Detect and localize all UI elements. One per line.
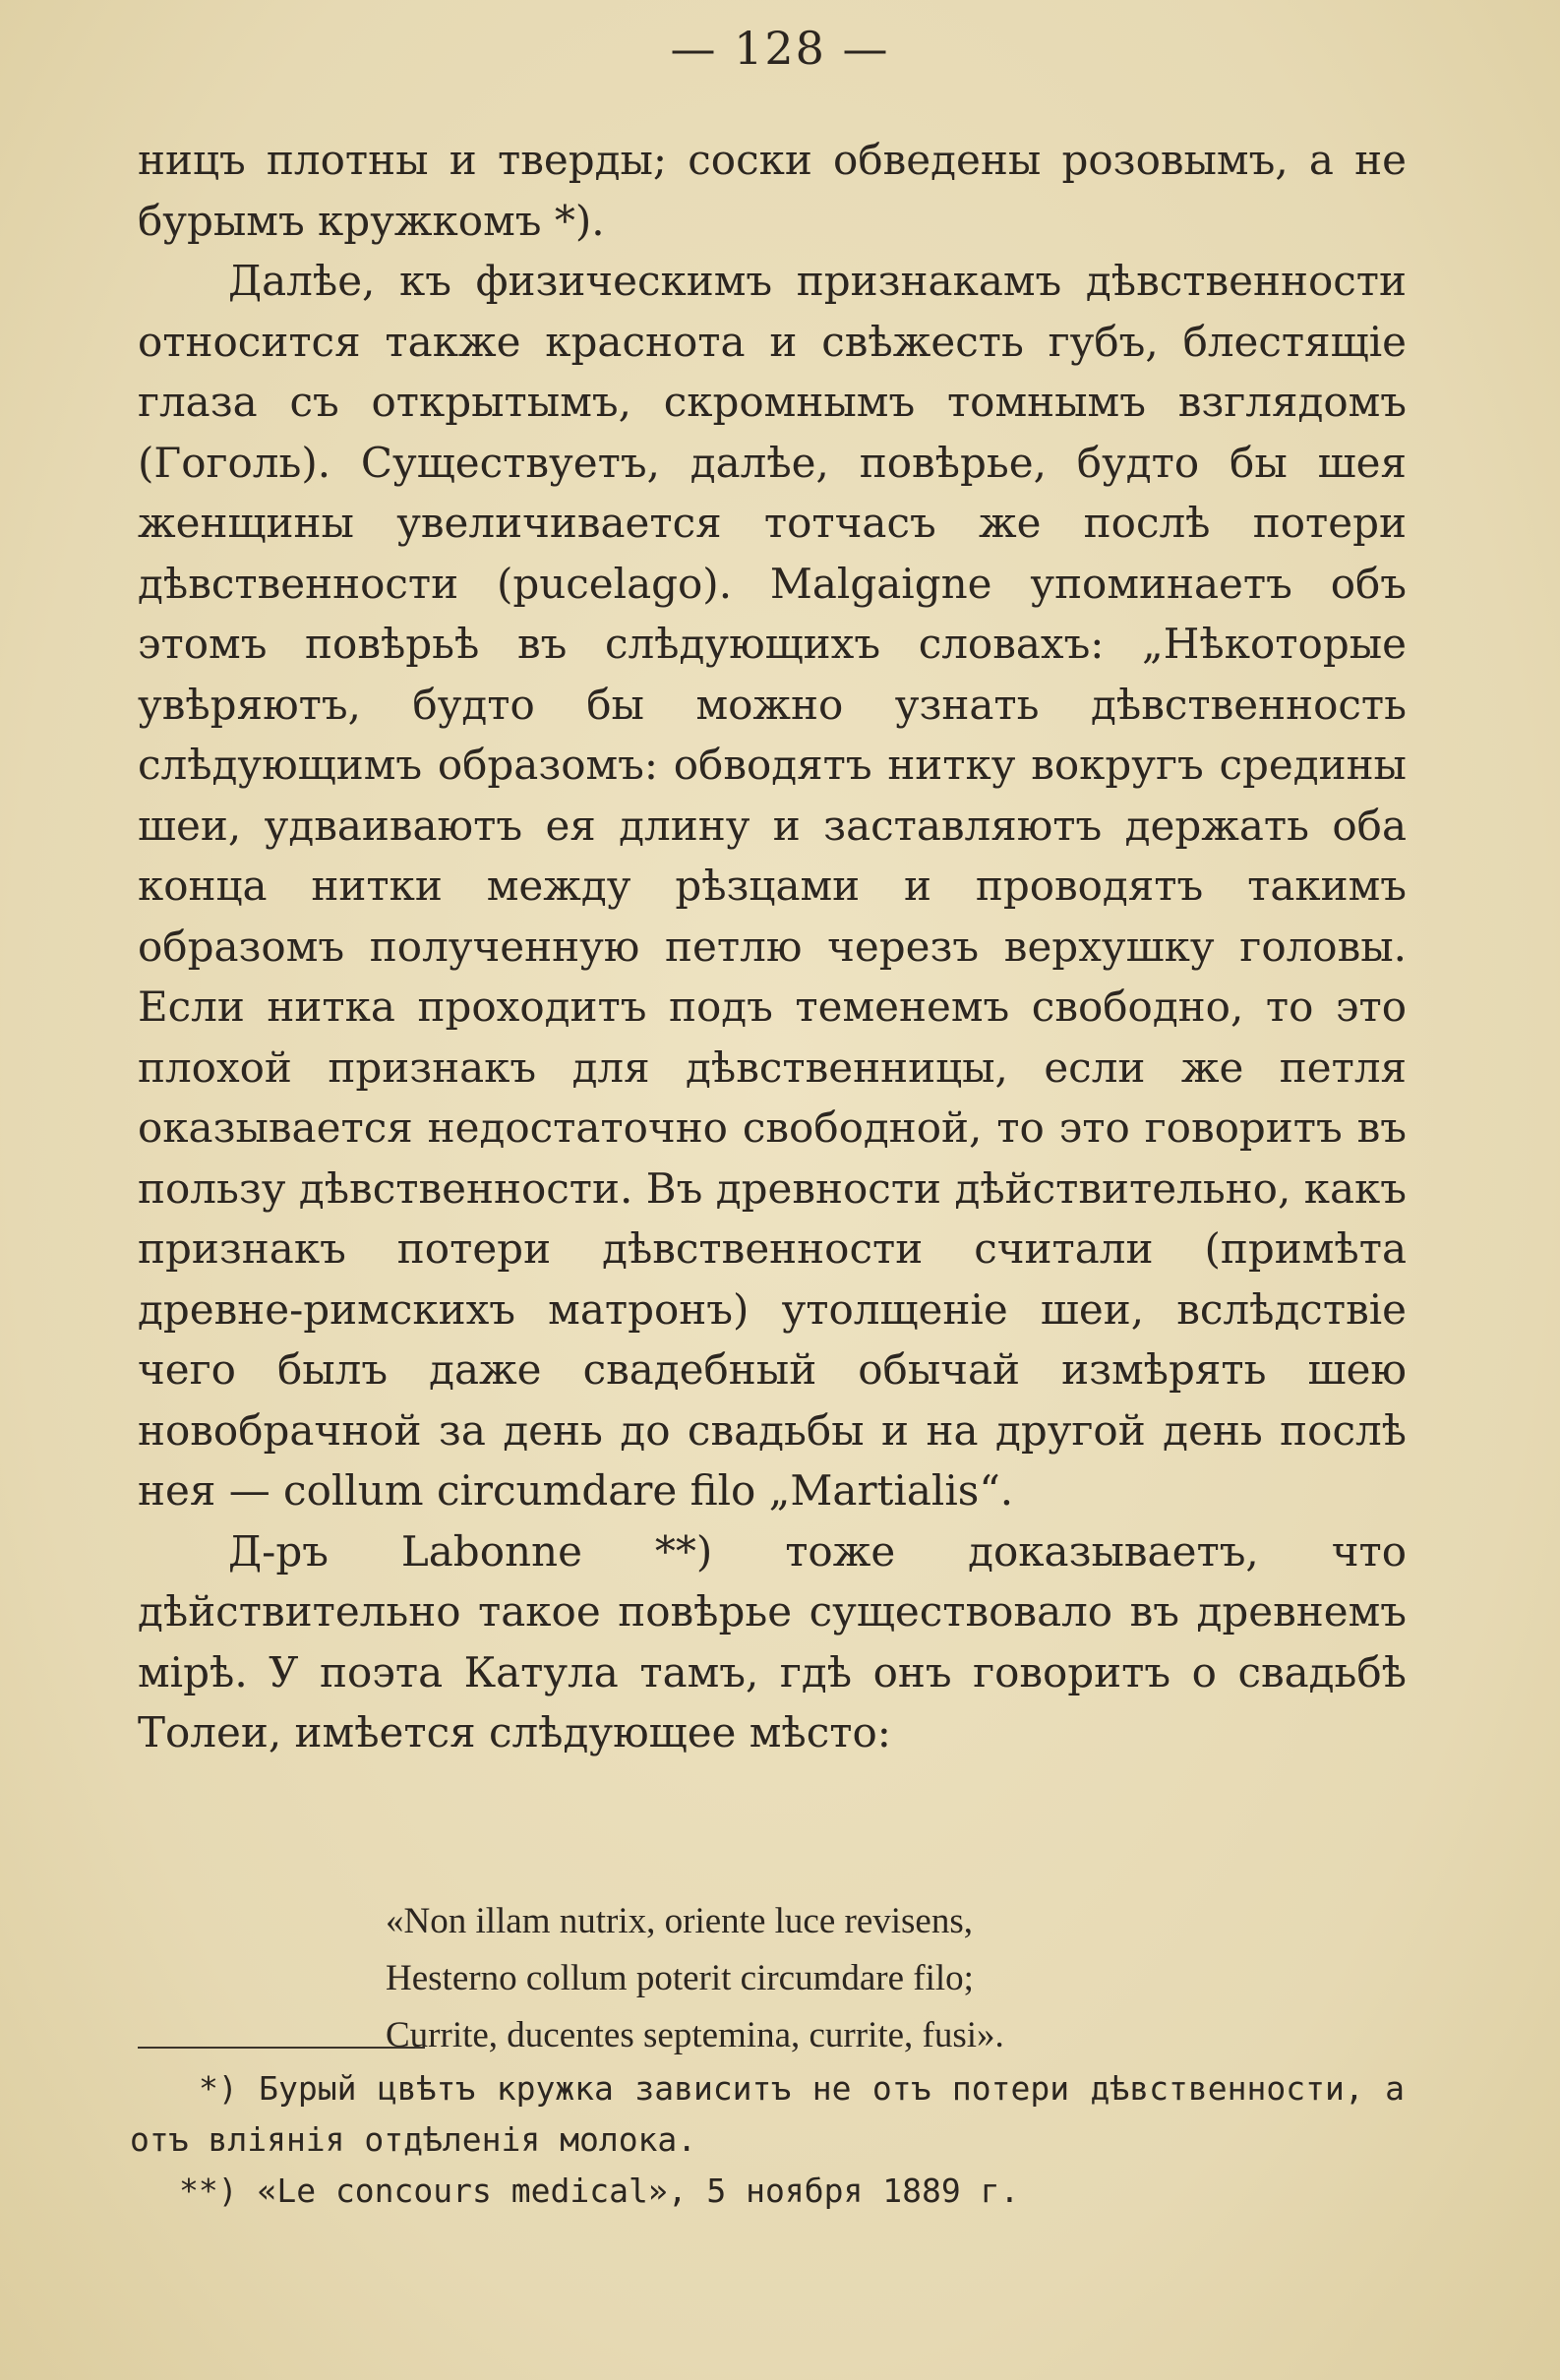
page-number: — 128 — — [670, 22, 890, 75]
latin-verse-quote — [386, 1893, 1271, 2064]
footnotes — [130, 2063, 1405, 2217]
paragraph-continuation: ницъ плотны и тверды; соски обведены розовымъ, а не бурымъ кружкомъ *). — [138, 136, 1407, 245]
paragraph-labonne: Д-ръ Labonne **) тоже доказываетъ, что дѣйствительно такое повѣрье существовало въ древнемъ мірѣ. У поэта Катула тамъ, гдѣ онъ говоритъ о свадьбѣ Толеи, имѣется слѣдующее мѣсто: — [138, 1526, 1407, 1756]
verse-line: Hesterno collum poterit circumdare filo; — [386, 1958, 974, 1998]
footnote-2: **) «Le concours medical», 5 ноября 1889 г. — [179, 2172, 1020, 2210]
body-text — [138, 130, 1407, 1763]
verse-line: «Non illam nutrix, oriente luce revisens, — [386, 1901, 973, 1941]
footnote-1: *) Бурый цвѣтъ кружка зависитъ не отъ потери дѣвственности, а отъ вліянія отдѣленія молока. — [130, 2069, 1405, 2159]
paragraph-virginity-signs: Далѣе, къ физическимъ признакамъ дѣвственности относится также краснота и свѣжесть губъ, блестящіе глаза съ открытымъ, скромнымъ томнымъ взглядомъ (Гоголь). Существуетъ, далѣе, повѣрье, будто бы шея женщины увеличивается тотчасъ же послѣ потери дѣвственности (pucelago). Malgaigne упоминаетъ объ этомъ повѣрьѣ въ слѣдующихъ словахъ: „Нѣкоторые увѣряютъ, будто бы можно узнать дѣвственность слѣдующимъ образомъ: обводятъ нитку вокругъ средины шеи, удваиваютъ ея длину и заставляютъ держать оба конца нитки между рѣзцами и проводятъ такимъ образомъ полученную петлю черезъ верхушку головы. Если нитка проходитъ подъ теменемъ свободно, то это плохой признакъ для дѣвственницы, если же петля оказывается недостаточно свободной, то это говоритъ въ пользу дѣвственности. Въ древности дѣйствительно, какъ признакъ потери дѣвственности считали (примѣта древне-римскихъ матронъ) утолщеніе шеи, вслѣдствіе чего былъ даже свадебный обычай измѣрять шею новобрачной за день до свадьбы и на другой день послѣ нея — collum circumdare filo „Martialis“. — [138, 257, 1407, 1515]
verse-line: Currite, ducentes septemina, currite, fusi». — [386, 2015, 1004, 2055]
footnote-divider — [138, 2047, 425, 2049]
